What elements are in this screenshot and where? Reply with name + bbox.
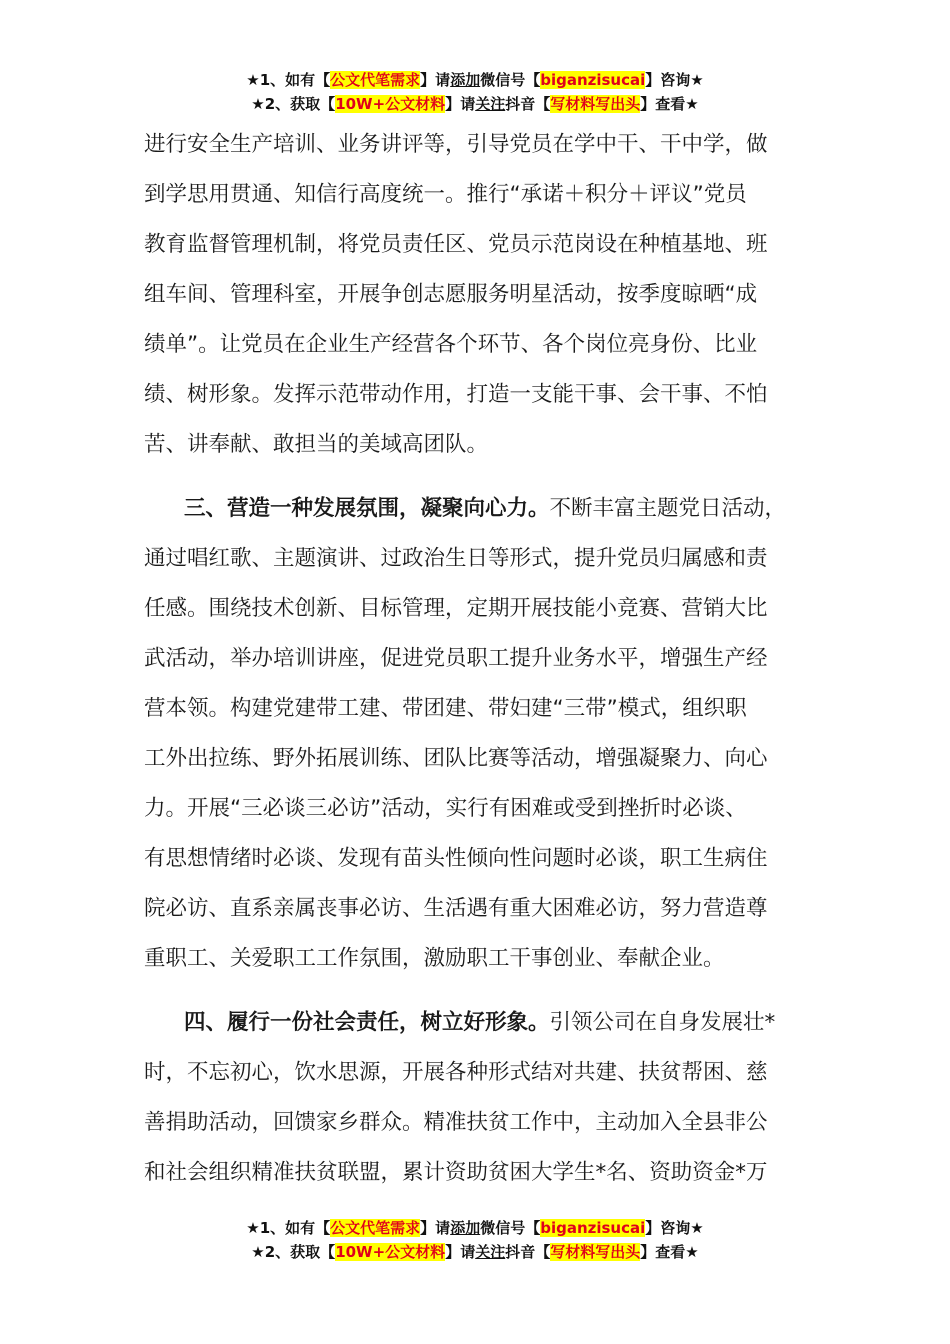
text-line: 善捐助活动，回馈家乡群众。精准扶贫工作中，主动加入全县非公 — [144, 1110, 768, 1135]
banner-highlight: 公文代笔需求 — [330, 1219, 421, 1237]
paragraph-1 — [144, 120, 829, 470]
header-banner — [0, 68, 950, 116]
banner-text: 抖音【 — [505, 95, 551, 113]
banner-text: 】咨询★ — [645, 71, 704, 89]
text-line: 任感。围绕技术创新、目标管理，定期开展技能小竞赛、营销大比 — [144, 596, 768, 621]
text-line: 力。开展“三必谈三必访”活动，实行有困难或受到挫折时必谈、 — [144, 796, 747, 821]
banner-text: ★2、获取【 — [251, 95, 336, 113]
banner-line-1 — [0, 68, 950, 92]
document-body — [144, 120, 829, 1198]
banner-line-2 — [0, 1240, 950, 1264]
banner-highlight: 公文代笔需求 — [330, 71, 421, 89]
banner-text: 】请 — [445, 95, 476, 113]
text-line: 营本领。构建党建带工建、带团建、带妇建“三带”模式，组织职 — [144, 696, 747, 721]
section-heading: 三、营造一种发展氛围，凝聚向心力。 — [184, 496, 550, 521]
banner-text: ★2、获取【 — [251, 1243, 336, 1261]
banner-highlight: 10W+公文材料 — [335, 1243, 446, 1261]
section-heading: 四、履行一份社会责任，树立好形象。 — [184, 1010, 550, 1035]
banner-text: ★1、如有【 — [246, 71, 331, 89]
banner-text: ★1、如有【 — [246, 1219, 331, 1237]
banner-text: 】请 — [420, 1219, 451, 1237]
text-line: 院必访、直系亲属丧事必访、生活遇有重大困难必访，努力营造尊 — [144, 896, 768, 921]
text-line: 组车间、管理科室，开展争创志愿服务明星活动，按季度晾晒“成 — [144, 282, 758, 307]
banner-text: 】查看★ — [640, 1243, 699, 1261]
paragraph-gap — [144, 470, 829, 484]
banner-highlight: 10W+公文材料 — [335, 95, 446, 113]
banner-highlight: 写材料写出头 — [550, 1243, 641, 1261]
banner-line-1 — [0, 1216, 950, 1240]
text-run: 引领公司在自身发展壮* — [549, 1010, 776, 1035]
text-line: 时，不忘初心，饮水思源，开展各种形式结对共建、扶贫帮困、慈 — [144, 1060, 768, 1085]
banner-highlight: 写材料写出头 — [550, 95, 641, 113]
banner-text: 微信号【 — [480, 71, 541, 89]
text-line — [144, 484, 829, 534]
paragraph-2 — [144, 484, 829, 984]
text-line: 通过唱红歌、主题演讲、过政治生日等形式，提升党员归属感和责 — [144, 546, 768, 571]
banner-text: 微信号【 — [480, 1219, 541, 1237]
banner-highlight: biganzisucai — [540, 71, 646, 89]
footer-banner — [0, 1216, 950, 1264]
banner-text: 抖音【 — [505, 1243, 551, 1261]
banner-text: 】查看★ — [640, 95, 699, 113]
banner-underline: 关注 — [475, 95, 506, 113]
banner-line-2 — [0, 92, 950, 116]
text-line: 和社会组织精准扶贫联盟，累计资助贫困大学生*名、资助资金*万 — [144, 1160, 768, 1185]
paragraph-gap — [144, 984, 829, 998]
text-line: 工外出拉练、野外拓展训练、团队比赛等活动，增强凝聚力、向心 — [144, 746, 768, 771]
banner-underline: 关注 — [475, 1243, 506, 1261]
text-line: 重职工、关爱职工工作氛围，激励职工干事创业、奉献企业。 — [144, 946, 725, 971]
text-run: 不断丰富主题党日活动， — [549, 496, 787, 521]
text-line: 绩、树形象。发挥示范带动作用，打造一支能干事、会干事、不怕 — [144, 382, 768, 407]
banner-text: 】咨询★ — [645, 1219, 704, 1237]
text-line: 武活动，举办培训讲座，促进党员职工提升业务水平，增强生产经 — [144, 646, 768, 671]
text-line: 教育监督管理机制，将党员责任区、党员示范岗设在种植基地、班 — [144, 232, 768, 257]
banner-highlight: biganzisucai — [540, 1219, 646, 1237]
text-line: 苦、讲奉献、敢担当的美域高团队。 — [144, 432, 489, 457]
text-line — [144, 998, 829, 1048]
banner-text: 】请 — [420, 71, 451, 89]
text-line: 到学思用贯通、知信行高度统一。推行“承诺＋积分＋评议”党员 — [144, 182, 747, 207]
text-line: 绩单”。让党员在企业生产经营各个环节、各个岗位亮身份、比业 — [144, 332, 758, 357]
banner-underline: 添加 — [450, 1219, 481, 1237]
text-line: 进行安全生产培训、业务讲评等，引导党员在学中干、干中学，做 — [144, 132, 768, 157]
text-line: 有思想情绪时必谈、发现有苗头性倾向性问题时必谈，职工生病住 — [144, 846, 768, 871]
banner-underline: 添加 — [450, 71, 481, 89]
banner-text: 】请 — [445, 1243, 476, 1261]
paragraph-3 — [144, 998, 829, 1198]
